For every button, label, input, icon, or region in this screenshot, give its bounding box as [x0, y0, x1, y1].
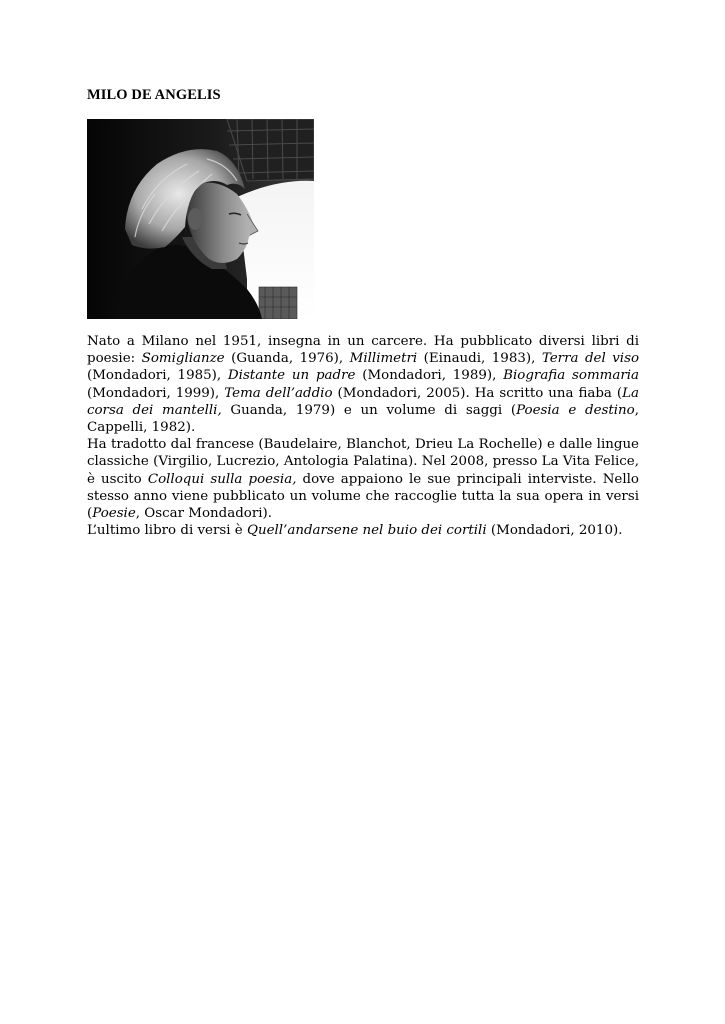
bio-paragraph-1 — [87, 333, 639, 436]
author-name-heading: MILO DE ANGELIS — [87, 87, 221, 103]
bio-text: dove appaiono le sue principali interviste. Nello stesso anno viene pubblicato un volume che raccoglie tutta la sua opera in versi ( — [87, 471, 639, 522]
book-title: Quell’andarsene nel buio dei cortili — [246, 523, 487, 539]
bio-text: Ha tradotto dal francese (Baudelaire, Blanchot, Drieu La Rochelle) e dalle lingue classiche (Virgilio, Lucrezio, Antologia Palatina). Nel 2008, presso La Vita Felice, è uscito — [87, 437, 639, 487]
book-title: Somiglianze — [141, 351, 225, 367]
book-title: Biografia sommaria — [503, 368, 639, 384]
author-portrait-photo — [87, 119, 314, 319]
book-title: La corsa dei mantelli, — [87, 385, 640, 418]
bio-text: (Mondadori, 1985), — [87, 368, 228, 384]
book-title: Poesie — [92, 506, 136, 522]
bio-text: L’ultimo libro di versi è — [87, 523, 247, 539]
biography-text — [87, 333, 639, 539]
bio-text: (Mondadori, 1989), — [355, 368, 504, 384]
bio-paragraph-3 — [87, 522, 639, 539]
book-title: Colloqui sulla poesia, — [147, 471, 297, 487]
bio-text: Nato a Milano nel 1951, insegna in un carcere. Ha pubblicato diversi libri di poesie: — [87, 334, 639, 367]
bio-text: (Mondadori, 1999), — [87, 385, 225, 401]
book-title: Millimetri — [349, 351, 418, 367]
book-title: Tema dell’addio — [224, 385, 333, 401]
bio-text: (Mondadori, 2010). — [486, 523, 623, 539]
book-title: Distante un padre — [227, 368, 356, 384]
book-title: Terra del viso — [541, 351, 640, 367]
bio-text: (Guanda, 1976), — [224, 351, 350, 367]
bio-text: (Einaudi, 1983), — [417, 351, 542, 367]
bio-text: , Cappelli, 1982). — [87, 402, 639, 436]
bio-text: Guanda, 1979) e un volume di saggi ( — [221, 402, 517, 418]
bio-text: , Oscar Mondadori). — [135, 506, 273, 522]
book-title: Poesia e destino — [516, 402, 635, 418]
bio-text: (Mondadori, 2005). Ha scritto una fiaba ( — [332, 385, 623, 401]
bio-paragraph-2 — [87, 436, 639, 522]
